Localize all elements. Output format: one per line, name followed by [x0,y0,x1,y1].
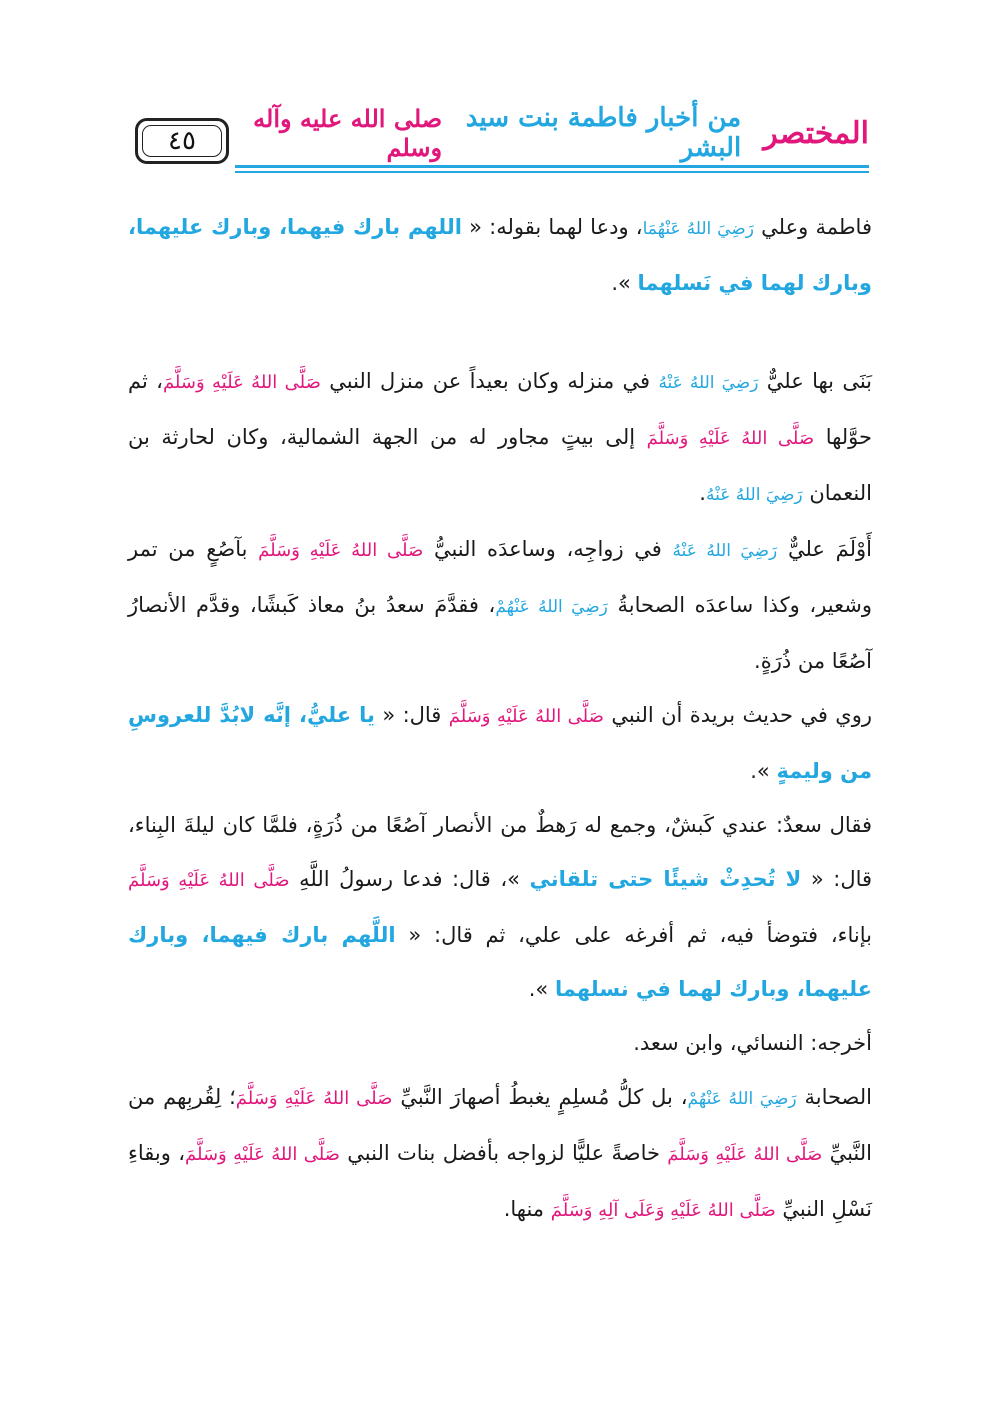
title-part2: من أخبار فاطمة بنت سيد البشر [465,103,742,163]
hadith-quote: يا عليُّ، إنَّه لابُدَّ للعروسِ من وليمةٍ [128,703,872,783]
text: ؛ لِقُربِهم من النَّبيِّ [128,1085,872,1165]
page-body [128,200,872,1238]
honorific-salla: صَلَّى اللهُ عَلَيْهِ وَسَلَّمَ [162,372,321,393]
paragraph-3 [128,522,872,688]
honorific-radi: رَضِيَ اللهُ عَنْهُمَا [642,219,754,239]
text: ، وبقاءِ نَسْلِ النبيِّ [128,1141,872,1221]
honorific-salla: صَلَّى اللهُ عَلَيْهِ وَسَلَّمَ [258,540,424,561]
honorific-salla: صَلَّى اللهُ عَلَيْهِ وَسَلَّمَ [128,870,290,891]
spacer [128,310,872,354]
page-header [135,104,869,170]
text: . [699,481,706,505]
honorific-salla: صَلَّى اللهُ عَلَيْهِ وَسَلَّمَ [667,1144,823,1165]
text: بآصُعٍ من تمر وشعير، وكذا ساعدَه الصحابةُ [128,537,872,617]
text: ، ثم حوَّلها [128,369,872,449]
hadith-quote: اللَّهم بارك فيهما، وبارك عليهما، وبارك لهما في نسلهما [128,923,872,1001]
text: في منزله وكان بعيداً عن منزل النبي [329,369,651,393]
text: فقال سعدٌ: عندي كَبشٌ، وجمع له رَهطٌ من الأنصار آصُعًا من ذُرَةٍ، فلمَّا كان ليلةَ البِناء، قال: « [128,813,873,891]
text: أخرجه: النسائي، وابن سعد. [633,1031,872,1055]
text: خاصةً عليًّا لزواجه بأفضل بنات النبي [347,1141,660,1165]
honorific-radi: رَضِيَ اللهُ عَنْهُ [672,541,778,561]
text: قال: « [382,703,442,727]
running-title [239,104,869,162]
honorific-salla: صَلَّى اللهُ عَلَيْهِ وَسَلَّمَ [235,1088,393,1109]
paragraph-5 [128,798,872,1016]
text: أَوْلَمَ عليٌّ [787,537,872,561]
honorific-radi: رَضِيَ اللهُ عَنْهُ [658,373,759,393]
text: بإناء، فتوضأ فيه، ثم أفرغه على علي، ثم قال: « [408,923,872,947]
paragraph-1 [128,200,872,310]
text: روي في حديث بريدة أن النبي [611,703,873,727]
text: فاطمة وعلي [761,215,872,239]
paragraph-2 [128,354,872,522]
honorific-salla-ala-alihi: صَلَّى اللهُ عَلَيْهِ وَعَلَى آلِهِ وَسَلَّمَ [550,1200,776,1221]
honorific-salla: صَلَّى اللهُ عَلَيْهِ وَسَلَّمَ [185,1144,340,1165]
text: ». [750,759,770,783]
title-part1: المختصر [763,115,869,151]
hadith-quote: اللهم بارك فيهما، وبارك عليهما، وبارك لهما في نَسلهما [128,215,872,295]
honorific-radi: رَضِيَ اللهُ عَنْهُمْ [687,1089,797,1109]
header-rule-thick [235,165,869,168]
paragraph-7 [128,1070,872,1238]
honorific-radi: رَضِيَ اللهُ عَنْهُ [705,485,803,505]
paragraph-6 [128,1016,872,1070]
text: بَنَى بها عليٌّ [766,369,873,393]
text: »، قال: فدعا رسولُ اللَّهِ [299,867,520,891]
text: ، بل كلُّ مُسلِمٍ يغبطُ أصهارَ النَّبيِّ [400,1085,688,1109]
page-number: ٤٥ [135,118,229,164]
text: ». [611,271,631,295]
text: منها. [503,1197,545,1221]
text: ، ودعا لهما بقوله: « [469,215,643,239]
text: إلى بيتٍ مجاور له من الجهة الشمالية، وكان لحارثة بن النعمان [128,425,872,505]
honorific-radi: رَضِيَ اللهُ عَنْهُمْ [495,597,608,617]
header-rule-thin [235,171,869,173]
honorific-salla: صَلَّى اللهُ عَلَيْهِ وَسَلَّمَ [448,706,604,727]
text: ، فقدَّمَ سعدُ بنُ معاذ كَبشًا، وقدَّم الأنصارُ آصُعًا من ذُرَةٍ. [128,593,872,673]
text: الصحابة [804,1085,872,1109]
paragraph-4 [128,688,872,798]
hadith-quote: لا تُحدِثْ شيئًا حتى تلقاني [529,867,802,891]
text: ». [528,977,549,1001]
honorific-salla: صَلَّى اللهُ عَلَيْهِ وَسَلَّمَ [646,428,815,449]
text: في زواجِه، وساعدَه النبيُّ [433,537,662,561]
title-part3: صلى الله عليه وآله وسلم [253,104,443,162]
